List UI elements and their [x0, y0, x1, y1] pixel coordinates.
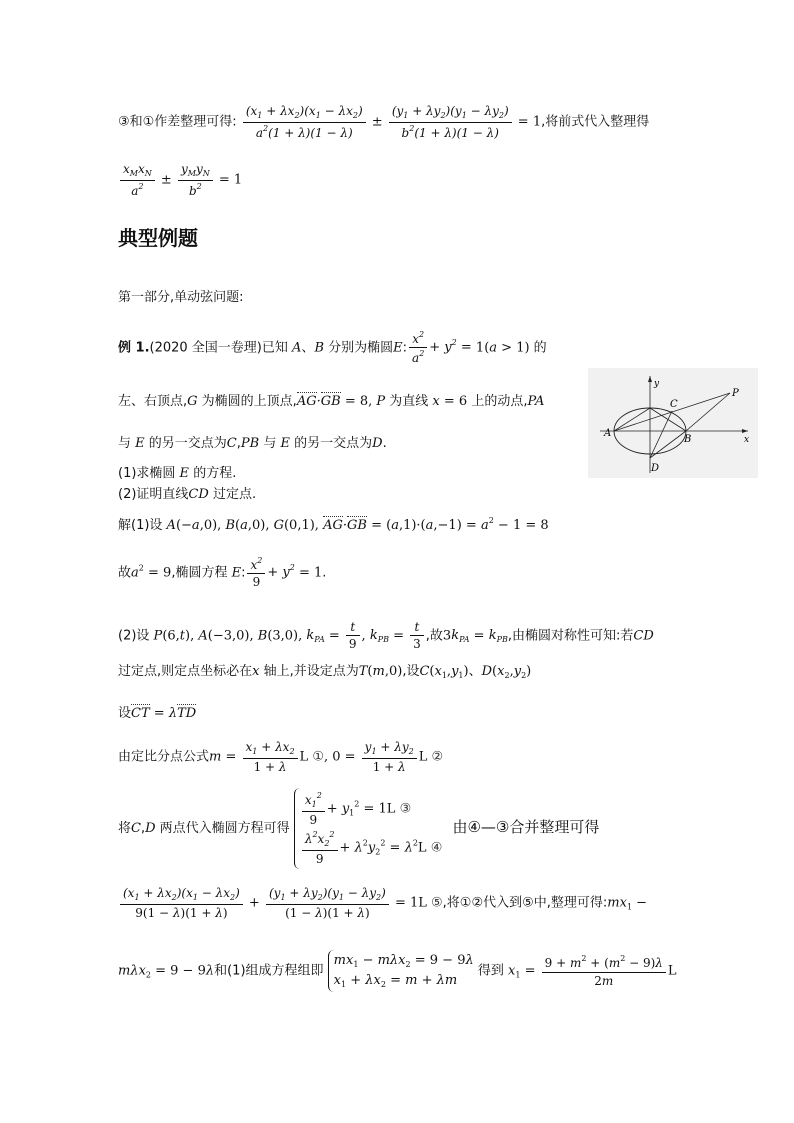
part-title: 第一部分,单动弦问题: [118, 290, 244, 305]
example-text2: 分别为椭圆 [328, 340, 394, 356]
label-y: y [654, 379, 660, 389]
solution-s9b: 得到 [477, 963, 504, 979]
label-b: B [684, 434, 692, 445]
q2-text-b: 过定点. [212, 487, 257, 502]
line-subtract-equations: ③和①作差整理可得: $\frac{(x_1 + \lambda x_2)(x_1 - \lambda x_2)}{a^2(1 + \lambda)(1 - \lambda)}$ ± $\frac{(y_1 + \lambda y_2)(y_1 - \lambda y_2)}{b^2(1 + \lambda)(1 - \lambda)}$ = 1,将前式代入整理得 [118, 104, 650, 140]
solution-s4a: 过定点,则定点坐标必在 [118, 664, 253, 679]
example-text3: 的 [533, 340, 547, 356]
solution-line-1: 解(1)设 A(−a,0), B(a,0), G(0,1), $AG\cdot GB = (a,1)\cdot(a,-1) = a^2 - 1 = 8$ [118, 516, 549, 533]
solution-s8a: ,将①②代入到⑤中,整理可得: [442, 895, 608, 911]
solution-s7a: 将 [118, 820, 132, 836]
q1-text: (1)求椭圆 [118, 466, 176, 481]
example-line2c: 为直线 [389, 394, 429, 409]
question-2: (2)证明直线CD 过定点. [118, 487, 257, 502]
solution-s2a: 故 [118, 565, 132, 581]
q2-text: (2)证明直线 [118, 487, 189, 502]
solution-line-5: 设CT = λTD [118, 706, 197, 721]
solution-s6a: 由定比分点公式 [118, 749, 210, 765]
line1-suffix: ,将前式代入整理得 [541, 114, 650, 130]
solution-line-4: 过定点,则定点坐标必在x 轴上,并设定点为T(m,0),设$C(x_1,y_1)$、$D(x_2,y_2)$ [118, 664, 532, 680]
label-p: P [732, 388, 739, 399]
example-line3a: 与 [118, 436, 132, 451]
solution-s7c: 由④—③合并整理可得 [452, 817, 600, 836]
solution-s3b: ,故 [425, 628, 443, 644]
fraction-x: $\frac{(x_1 + \lambda x_2)(x_1 - \lambda x_2)}{a^2(1 + \lambda)(1 - \lambda)}$ [243, 104, 366, 140]
line-result-equation: $\frac{x_Mx_N}{a^2}$ ± $\frac{y_My_N}{b^2}$ = 1 [118, 162, 242, 198]
solution-s2b: ,椭圆方程 [171, 565, 228, 581]
solution-line-9: mλx$_2$ = 9 − 9λ和(1)组成方程组即 $mx_1 - m\lambda x_2 = 9 - 9\lambda$ $x_1 + \lambda x_2 = m + \lambda m$ 得到 $x_1$ = $\frac{9 + m^2 + (m^2 - 9)\lambda}{2m}$ L [118, 950, 677, 992]
solution-s9a: 和(1)组成方程组即 [214, 963, 324, 979]
label-d: D [651, 463, 660, 474]
ellipse-figure [588, 368, 758, 478]
example-label: 例 1. [118, 340, 150, 356]
solution-line-3: (2)设 P(6,t), A(−3,0), B(3,0), $k_{PA}$ = $\frac{t}{9}$ , $k_{PB}$ = $\frac{t}{3}$ ,故$3k_{PA} = k_{PB}$,由椭圆对称性可知:若CD [118, 620, 654, 652]
solution-s3a: (2)设 [118, 628, 150, 644]
solution-line-6: 由定比分点公式m = $\frac{x_1 + \lambda x_2}{1 + \lambda}$ L ①, 0 = $\frac{y_1 + \lambda y_2}{1 + \lambda}$ L ② [118, 740, 444, 774]
solution-line-8: $\frac{(x_1 + \lambda x_2)(x_1 - \lambda x_2)}{9(1 - \lambda)(1 + \lambda)}$ + $\frac{(y_1 + \lambda y_2)(y_1 - \lambda y_2)}{(1 - \lambda)(1 + \lambda)}$ = 1L ⑤,将①②代入到⑤中,整理可得$:mx_1$ − [118, 886, 647, 920]
solution-s7b: 两点代入椭圆方程可得 [159, 820, 290, 836]
section-heading: 典型例题 [118, 226, 198, 250]
line1-prefix: ③和①作差整理可得: [118, 114, 237, 130]
solution-s3c: ,由椭圆对称性可知:若 [507, 628, 634, 644]
equation-system-2: $mx_1 - m\lambda x_2 = 9 - 9\lambda$ $x_1 + \lambda x_2 = m + \lambda m$ [328, 950, 474, 992]
label-c: C [670, 399, 678, 410]
label-x: x [744, 435, 750, 445]
example-line-2: 左、右顶点,G 为椭圆的上顶点,AG·GB = 8, P 为直线 x = 6 上的动点,PA [118, 394, 545, 409]
example-line3d: 的另一交点为 [294, 436, 373, 451]
fraction-y: $\frac{(y_1 + \lambda y_2)(y_1 - \lambda y_2)}{b^2(1 + \lambda)(1 - \lambda)}$ [389, 104, 512, 140]
example-line2d: 上的动点, [471, 394, 528, 409]
example-line3c: 与 [263, 436, 277, 451]
example-line3b: 的另一交点为 [148, 436, 227, 451]
example-text1: (2020 全国一卷理)已知 [149, 340, 288, 356]
solution-s1a: 解(1)设 [118, 518, 163, 533]
equation-system-1: $\frac{x_1^2}{9}$ + $y_1^2 = 1L$ ③ $\frac{\lambda^2x_2^2}{9}$ + $\lambda^2y_2^2 = \lambda^2L$ ④ [294, 788, 443, 869]
solution-line-7: 将C,D 两点代入椭圆方程可得 $\frac{x_1^2}{9}$ + $y_1^2 = 1L$ ③ $\frac{\lambda^2x_2^2}{9}$ + $\lambda^2y_2^2 = \lambda^2L$ ④ 由④—③合并整理可得 [118, 788, 599, 869]
question-1: (1)求椭圆 E 的方程. [118, 466, 237, 481]
q1-text-b: 的方程. [193, 466, 237, 481]
solution-s4c: ,设 [402, 664, 420, 679]
solution-s4b: 轴上,并设定点为 [263, 664, 359, 679]
solution-s5a: 设 [118, 706, 132, 721]
example-line-1: 例 1.(2020 全国一卷理)已知 A、B 分别为椭圆E: $\frac{x^2}{a^2}$ + $y^2 = 1(a > 1)$ 的 [118, 330, 547, 366]
example-line2b: 为椭圆的上顶点, [201, 394, 297, 409]
example-line2a: 左、右顶点, [118, 394, 188, 409]
label-a: A [604, 428, 612, 439]
solution-line-2: 故$a^2 = 9$,椭圆方程 E: $\frac{x^2}{9}$ + $y^2 = 1$. [118, 556, 327, 590]
example-line-3: 与 E 的另一交点为C,PB 与 E 的另一交点为D. [118, 436, 387, 451]
